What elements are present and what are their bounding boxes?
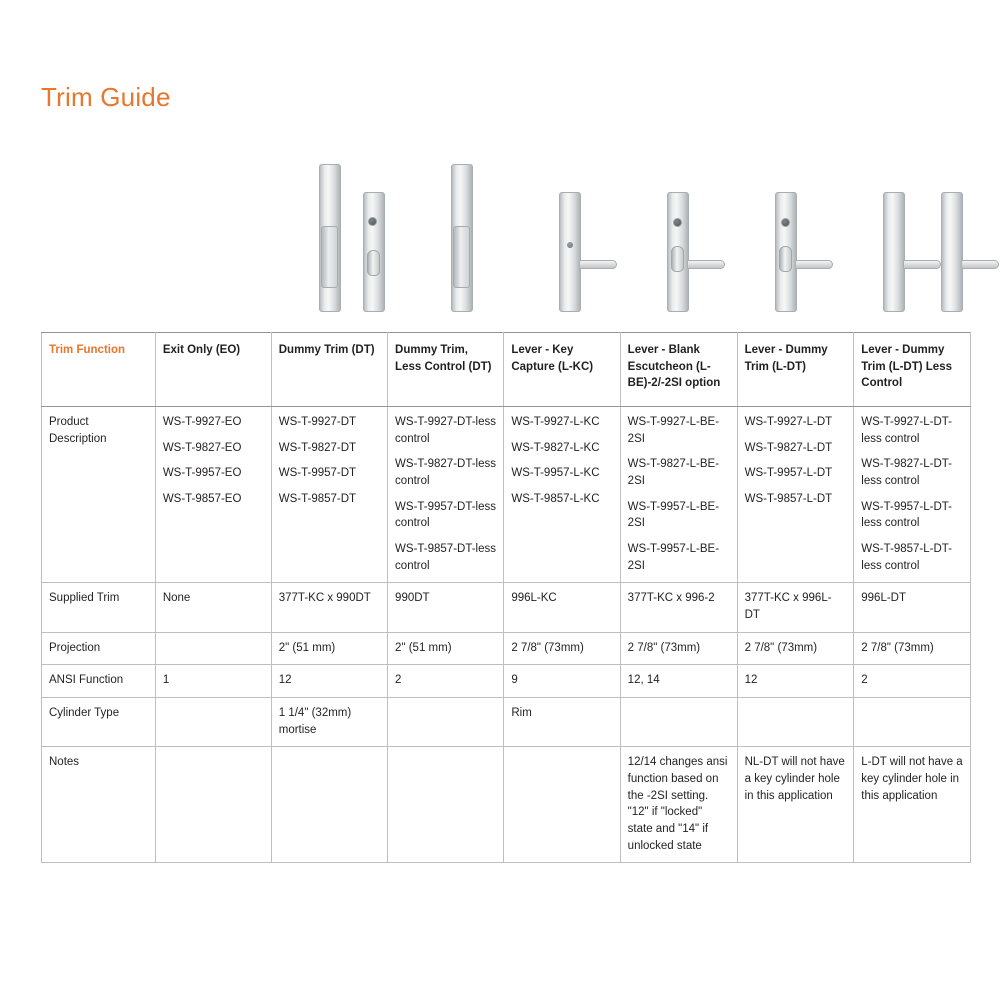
cell-notes-l-kc [504,747,620,863]
cell-cylinder-eo [155,698,271,747]
figure-exit-only [277,155,397,320]
table-row-projection [42,632,971,665]
column-header-trim-function: Trim Function [42,333,156,407]
row-label: Projection [42,632,156,665]
cell-ansi-l-kc: 9 [504,665,620,698]
cell-product-description-dt: WS-T-9927-DT WS-T-9827-DT WS-T-9957-DT WS-T-9857-DT [271,407,387,583]
table-header-row [42,333,971,407]
cell-projection-dt: 2" (51 mm) [271,632,387,665]
cell-notes-dt [271,747,387,863]
cell-ansi-dt: 12 [271,665,387,698]
cell-ansi-eo: 1 [155,665,271,698]
cell-supplied-trim-l-dt-less-control: 996L-DT [854,583,971,632]
column-header-lever-blank-escutcheon: Lever - Blank Escutcheon (L-BE)-2/-2SI option [620,333,737,407]
figure-dummy-trim [409,155,529,320]
column-header-dummy-trim-less-control: Dummy Trim, Less Control (DT) [388,333,504,407]
cell-notes-dt-less-control [388,747,504,863]
table-row-ansi-function [42,665,971,698]
cell-product-description-l-dt-less-control: WS-T-9927-L-DT-less control WS-T-9827-L-DT-less control WS-T-9957-L-DT-less control WS-T-9857-L-DT-less control [854,407,971,583]
cell-cylinder-l-kc: Rim [504,698,620,747]
cell-cylinder-dt: 1 1/4" (32mm) mortise [271,698,387,747]
row-label: ANSI Function [42,665,156,698]
cell-supplied-trim-eo: None [155,583,271,632]
cell-notes-l-dt-less-control: L-DT will not have a key cylinder hole in this application [854,747,971,863]
column-header-lever-dummy-trim: Lever - Dummy Trim (L-DT) [737,333,854,407]
row-label: Cylinder Type [42,698,156,747]
trim-specification-table [41,332,971,863]
cell-notes-l-be: 12/14 changes ansi function based on the -2SI setting. "12" if "locked" state and "14" if unlocked state [620,747,737,863]
table-row-supplied-trim [42,583,971,632]
cell-supplied-trim-l-dt: 377T-KC x 996L-DT [737,583,854,632]
cell-ansi-dt-less-control: 2 [388,665,504,698]
figure-lever-dummy-trim-less-control [899,155,1000,320]
cell-notes-eo [155,747,271,863]
cell-product-description-eo: WS-T-9927-EO WS-T-9827-EO WS-T-9957-EO WS-T-9857-EO [155,407,271,583]
cell-supplied-trim-l-be: 377T-KC x 996-2 [620,583,737,632]
cell-product-description-l-kc: WS-T-9927-L-KC WS-T-9827-L-KC WS-T-9957-L-KC WS-T-9857-L-KC [504,407,620,583]
cell-supplied-trim-dt: 377T-KC x 990DT [271,583,387,632]
cell-ansi-l-dt: 12 [737,665,854,698]
cell-product-description-l-dt: WS-T-9927-L-DT WS-T-9827-L-DT WS-T-9957-L-DT WS-T-9857-L-DT [737,407,854,583]
cell-cylinder-l-dt-less-control [854,698,971,747]
figure-lever-key-capture [625,155,745,320]
cell-cylinder-l-dt [737,698,854,747]
cell-ansi-l-be: 12, 14 [620,665,737,698]
cell-projection-eo [155,632,271,665]
cell-ansi-l-dt-less-control: 2 [854,665,971,698]
hardware-image-strip [41,140,971,320]
figure-lever-blank-escutcheon [733,155,853,320]
figure-dummy-trim-less-control [517,155,637,320]
column-header-exit-only: Exit Only (EO) [155,333,271,407]
cell-product-description-l-be: WS-T-9927-L-BE-2SI WS-T-9827-L-BE-2SI WS-T-9957-L-BE-2SI WS-T-9957-L-BE-2SI [620,407,737,583]
row-label: Product Description [42,407,156,583]
column-header-dummy-trim: Dummy Trim (DT) [271,333,387,407]
cell-cylinder-l-be [620,698,737,747]
column-header-lever-dummy-trim-less-control: Lever - Dummy Trim (L-DT) Less Control [854,333,971,407]
cell-supplied-trim-l-kc: 996L-KC [504,583,620,632]
cell-projection-l-be: 2 7/8" (73mm) [620,632,737,665]
table-row-cylinder-type [42,698,971,747]
cell-supplied-trim-dt-less-control: 990DT [388,583,504,632]
page-title: Trim Guide [41,82,171,112]
row-label: Supplied Trim [42,583,156,632]
cell-projection-dt-less-control: 2" (51 mm) [388,632,504,665]
cell-projection-l-kc: 2 7/8" (73mm) [504,632,620,665]
cell-projection-l-dt: 2 7/8" (73mm) [737,632,854,665]
cell-projection-l-dt-less-control: 2 7/8" (73mm) [854,632,971,665]
table-row-product-description [42,407,971,583]
cell-product-description-dt-less-control: WS-T-9927-DT-less control WS-T-9827-DT-less control WS-T-9957-DT-less control WS-T-9857-DT-less control [388,407,504,583]
column-header-lever-key-capture: Lever - Key Capture (L-KC) [504,333,620,407]
cell-notes-l-dt: NL-DT will not have a key cylinder hole in this application [737,747,854,863]
row-label: Notes [42,747,156,863]
table-row-notes [42,747,971,863]
cell-cylinder-dt-less-control [388,698,504,747]
